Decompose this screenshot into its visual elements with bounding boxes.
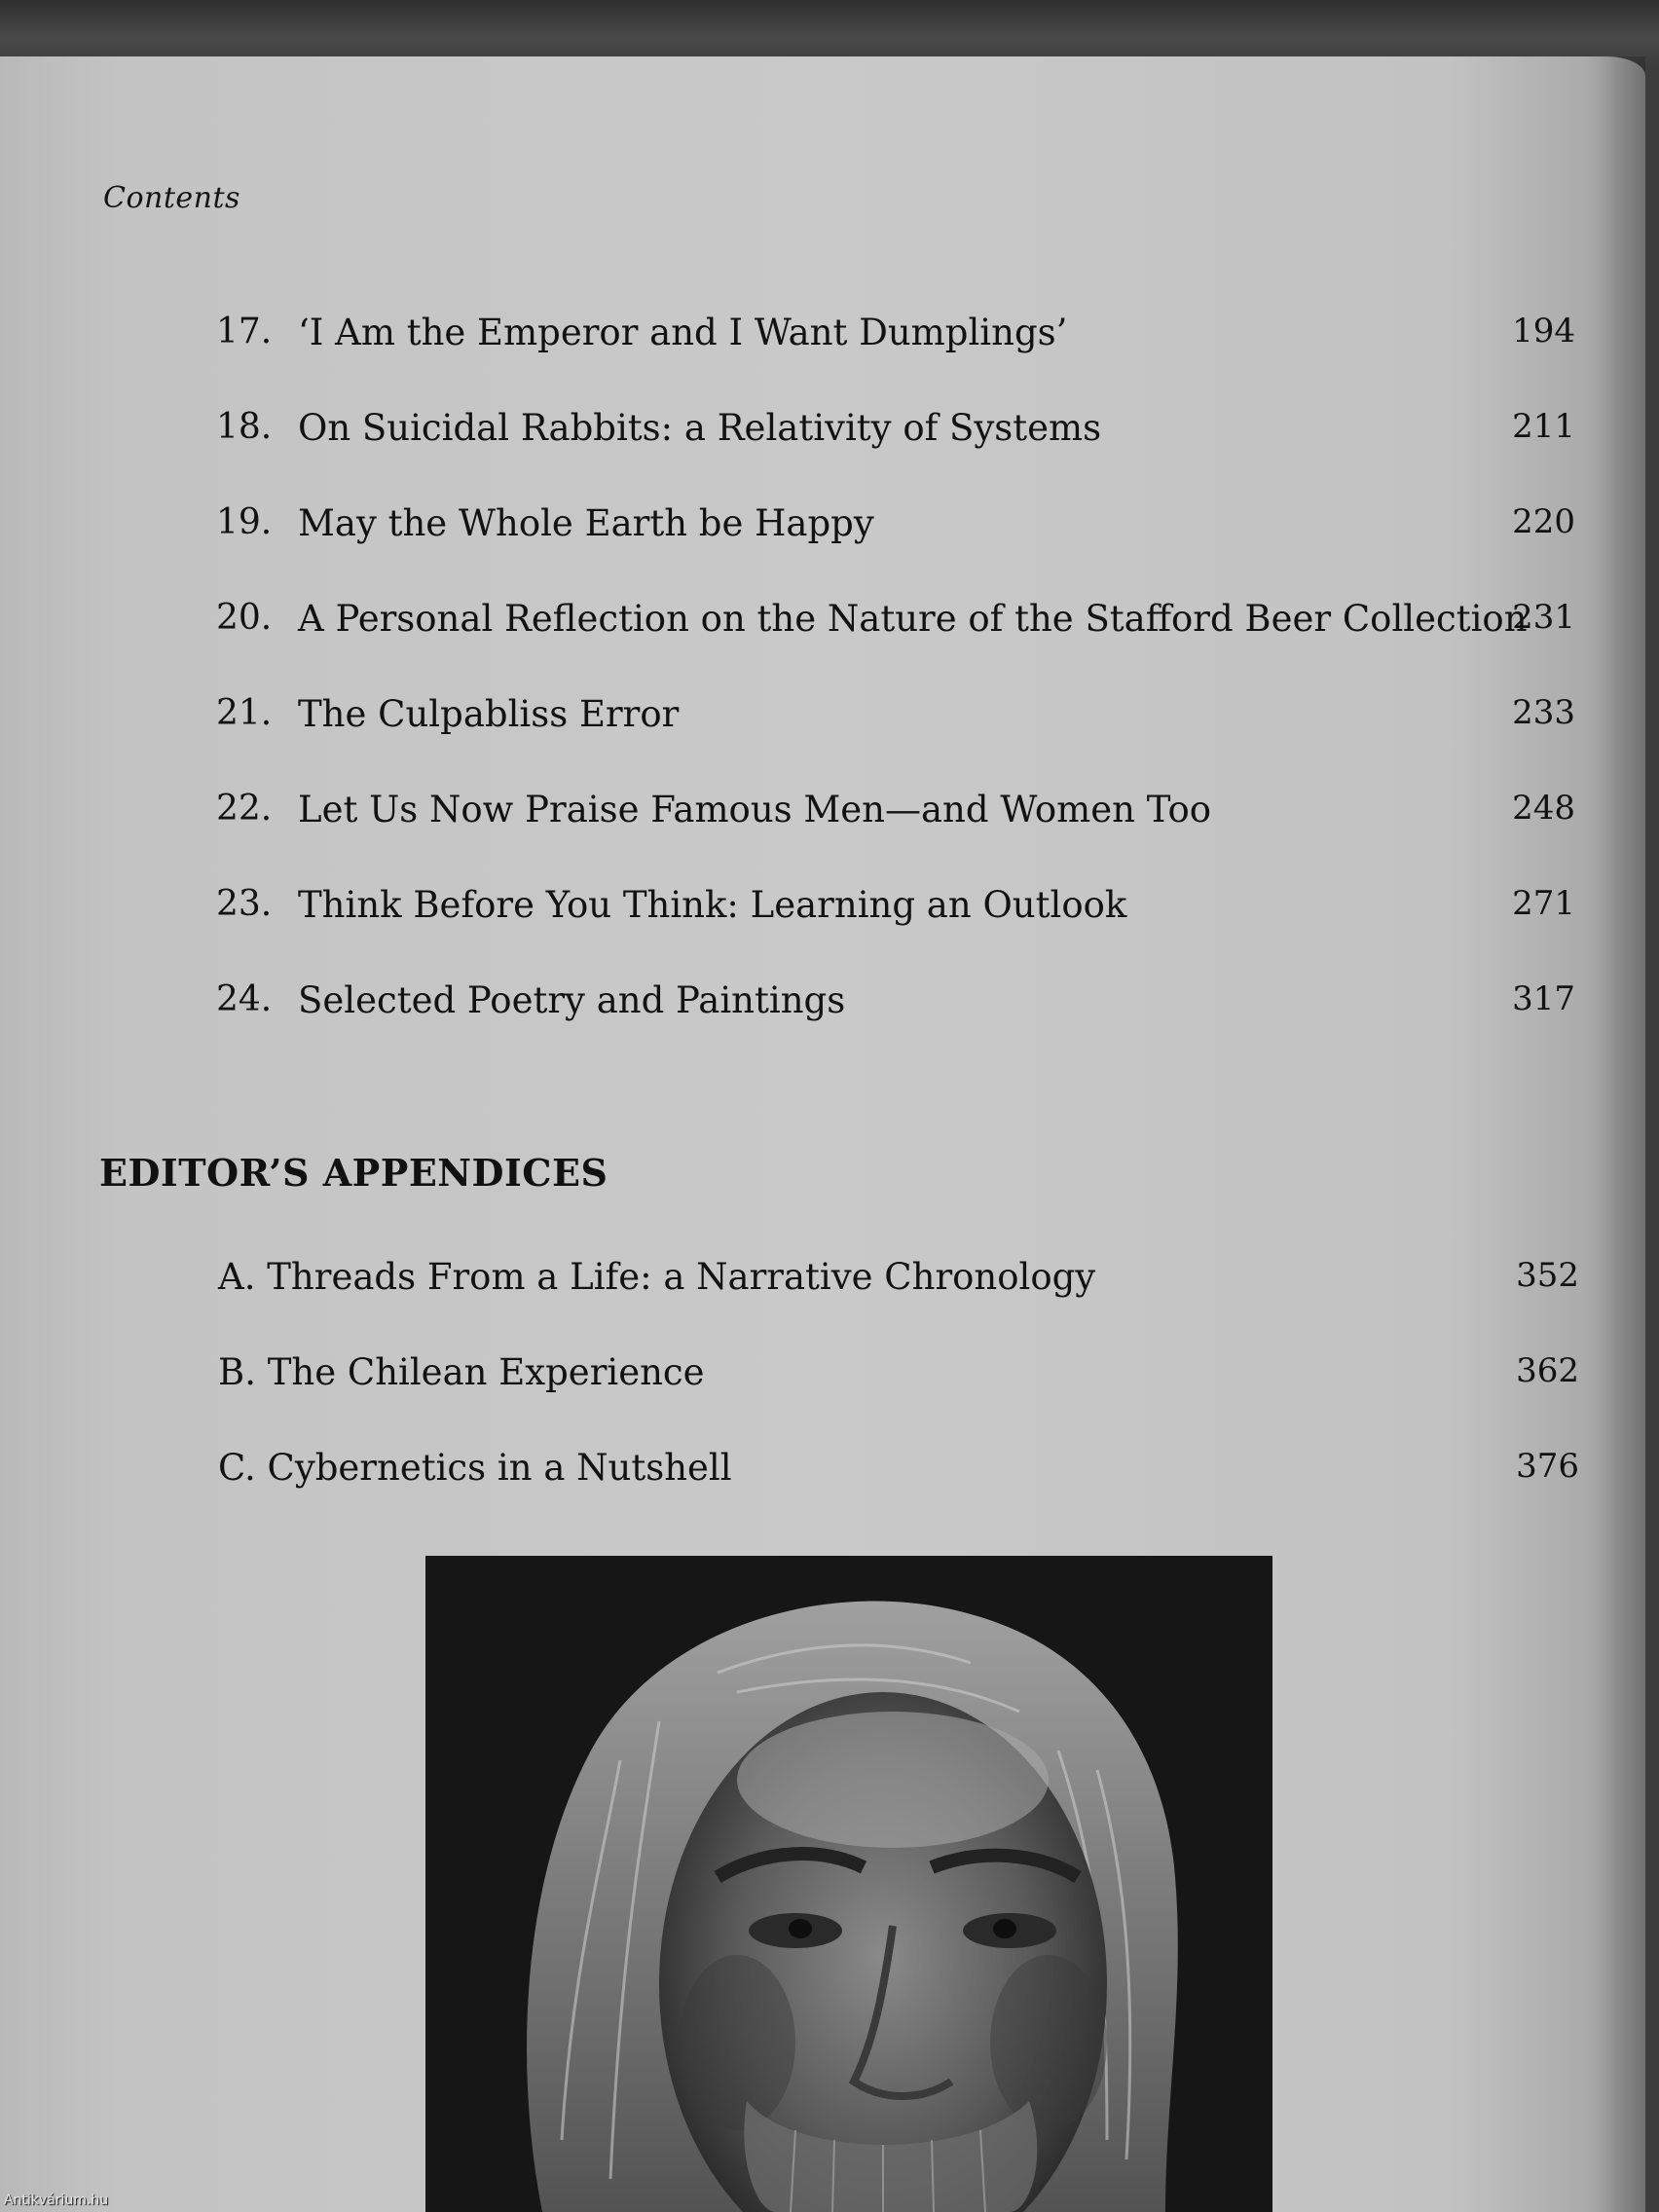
- toc-entry: [0, 884, 1659, 942]
- chapter-number: 23.: [216, 884, 273, 924]
- page-number: 248: [1512, 789, 1575, 828]
- appendix-entry: [0, 1447, 1659, 1505]
- chapter-title: A Personal Reflection on the Nature of the Stafford Beer Collection: [298, 598, 1528, 640]
- chapter-title: ‘I Am the Emperor and I Want Dumplings’: [298, 312, 1068, 353]
- chapter-number: 20.: [216, 598, 273, 638]
- chapter-title: Selected Poetry and Paintings: [298, 979, 846, 1021]
- appendix-title: B. The Chilean Experience: [218, 1351, 705, 1393]
- page-number: 211: [1512, 407, 1575, 446]
- page-number: 220: [1512, 502, 1575, 541]
- appendix-entry: [0, 1256, 1659, 1314]
- page-number: 231: [1512, 598, 1575, 637]
- toc-entry: [0, 407, 1659, 465]
- chapter-title: Think Before You Think: Learning an Outlook: [298, 884, 1127, 926]
- portrait-illustration: [425, 1556, 1272, 2212]
- chapter-number: 24.: [216, 979, 273, 1019]
- toc-entry: [0, 312, 1659, 370]
- toc-entry: [0, 693, 1659, 752]
- page-number: 352: [1516, 1256, 1579, 1295]
- page-number: 194: [1512, 312, 1575, 350]
- portrait-painting: [425, 1556, 1272, 2212]
- page-number: 271: [1512, 884, 1575, 923]
- appendix-title: A. Threads From a Life: a Narrative Chronology: [218, 1256, 1096, 1298]
- chapter-number: 19.: [216, 502, 273, 542]
- chapter-title: May the Whole Earth be Happy: [298, 502, 874, 544]
- chapter-title: The Culpabliss Error: [298, 693, 680, 735]
- chapter-number: 18.: [216, 407, 273, 447]
- chapter-title: Let Us Now Praise Famous Men—and Women Too: [298, 789, 1212, 830]
- appendices-heading: EDITOR’S APPENDICES: [99, 1151, 608, 1195]
- watermark: Antikvárium.hu: [4, 2193, 109, 2208]
- toc-entry: [0, 598, 1659, 656]
- chapter-title: On Suicidal Rabbits: a Relativity of Systems: [298, 407, 1102, 449]
- running-head: Contents: [103, 181, 240, 215]
- toc-entry: [0, 789, 1659, 847]
- page-number: 233: [1512, 693, 1575, 732]
- appendix-entry: [0, 1351, 1659, 1410]
- toc-entry: [0, 979, 1659, 1038]
- chapter-number: 21.: [216, 693, 273, 733]
- chapter-number: 22.: [216, 789, 273, 829]
- page-number: 317: [1512, 979, 1575, 1018]
- page-number: 362: [1516, 1351, 1579, 1390]
- appendix-title: C. Cybernetics in a Nutshell: [218, 1447, 732, 1489]
- chapter-number: 17.: [216, 312, 273, 351]
- toc-entry: [0, 502, 1659, 561]
- page-number: 376: [1516, 1447, 1579, 1486]
